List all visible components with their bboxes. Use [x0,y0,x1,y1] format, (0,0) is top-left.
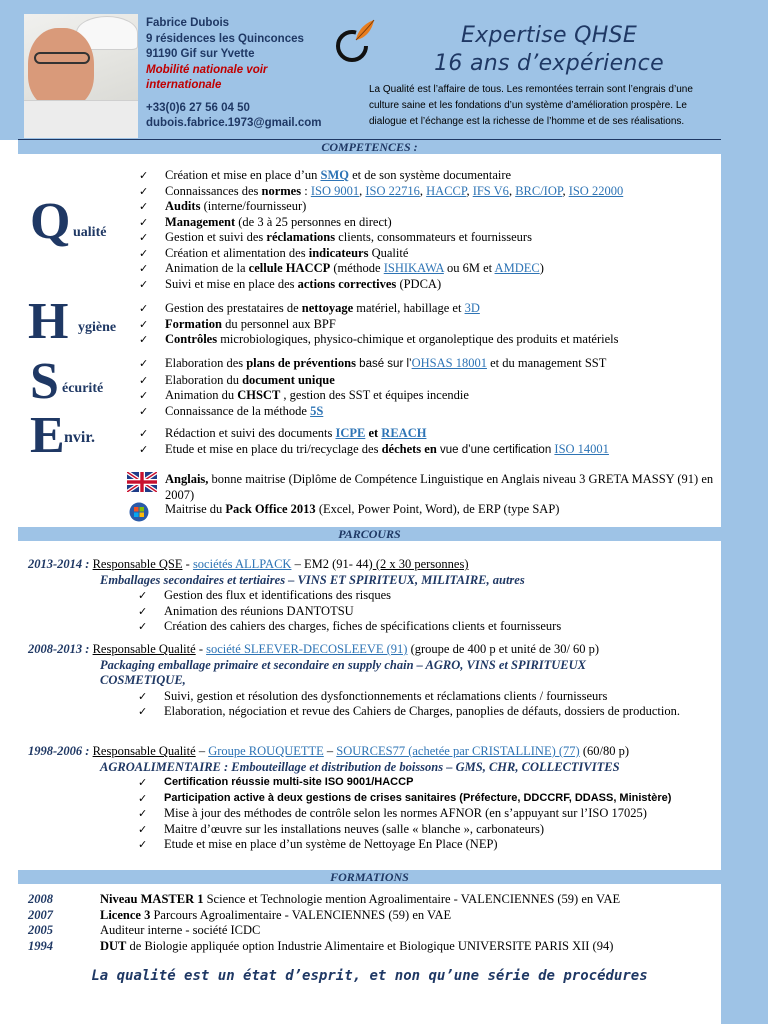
letter-h-big: H [28,293,69,350]
link-reach[interactable]: REACH [381,426,427,440]
link-ifs-v6[interactable]: IFS V6 [472,183,509,198]
list-item: ✓ Audits (interne/fournisseur) [139,199,721,215]
environnement-list [139,426,721,458]
section-formations: FORMATIONS [18,870,721,884]
list-item: ✓ Gestion des flux et identifications des risques [138,588,721,604]
link-amdec[interactable]: AMDEC [494,261,540,275]
headline [384,22,714,78]
securite-list [139,356,721,419]
letter-h [28,293,117,350]
link-allpack[interactable]: sociétés ALLPACK [192,557,292,571]
side-strip [721,140,768,1024]
list-item: ✓ Suivi, gestion et résolution des dysfonctionnements et réclamations clients / fournisseurs [138,689,721,705]
contact-name: Fabrice Dubois [146,17,230,29]
link-5s[interactable]: 5S [310,403,324,418]
list-item: ✓ Participation active à deux gestions de crises sanitaires (Préfecture, DDCCRF, DDASS, Ministère) [138,791,721,807]
link-iso-22000[interactable]: ISO 22000 [568,183,624,198]
link-ishikawa[interactable]: ISHIKAWA [383,261,444,275]
contact-block [146,16,321,132]
link-sleever[interactable]: société SLEEVER-DECOSLEEVE (91) [206,642,408,656]
closing-quote: La qualité est un état d’esprit, et non qu’une série de procédures [91,968,648,984]
photo-coat [24,100,138,138]
contact-address-line2: 91190 Gif sur Yvette [146,48,255,60]
link-smq[interactable]: SMQ [320,168,349,182]
list-item: ✓ Gestion des prestataires de nettoyage matériel, habillage et 3D [139,301,721,317]
contact-address-line1: 9 résidences les Quinconces [146,32,304,45]
list-item: ✓ Animation de la cellule HACCP (méthode ISHIKAWA ou 6M et AMDEC) [139,261,721,277]
link-iso-9001[interactable]: ISO 9001 [310,183,360,198]
link-3d[interactable]: 3D [464,301,480,315]
list-item: ✓ Animation du CHSCT , gestion des SST et équipes incendie [139,388,721,404]
uk-flag-icon [127,472,157,492]
list-item: ✓ Formation du personnel aux BPF [139,317,721,333]
link-icpe[interactable]: ICPE [335,426,366,440]
letter-q-rest: ualité [73,225,107,240]
list-item: ✓ Elaboration des plans de préventions basé sur l’OHSAS 18001 et du management SST [139,356,721,373]
list-item: ✓ Création et mise en place d’un SMQ et de son système documentaire [139,168,721,184]
formation-row: 2008 Niveau MASTER 1 Science et Technologie mention Agroalimentaire - VALENCIENNES (59) en VAE [28,892,621,906]
list-item: ✓ Contrôles microbiologiques, physico-chimique et organoleptique des produits et matériels [139,332,721,348]
list-item: ✓ Elaboration, négociation et revue des Cahiers de Charges, panoplies de défauts, dossiers de production. [138,704,721,720]
language-english: Anglais, bonne maitrise (Diplôme de Compétence Linguistique en Anglais niveau 3 GRETA MASSY (91) en 2007) [127,472,721,503]
job-2008-2013: 2008-2013 : Responsable Qualité - société SLEEVER-DECOSLEEVE (91) (groupe de 400 p et unité de 30/ 60 p) Packaging emballage primaire et secondaire en supply chain – AGRO, VINS et SPIRITUEUX COSMETIQUE, ✓ Suivi, gestion et résolution des dysfonctionnements et réclamations clients / fournisseurs ✓ Elaboration, négociation et revue des Cahiers de Charges, panoplies de défauts, dossiers de production. [28,642,721,720]
letter-e [30,407,95,464]
letter-s-rest: écurité [62,381,104,396]
qualite-list [139,168,721,292]
list-item: ✓ Etude et mise en place du tri/recyclage des déchets en vue d’une certification ISO 14001 [139,442,721,459]
contact-mobility-line1: Mobilité nationale voir [146,63,268,76]
link-rouquette[interactable]: Groupe ROUQUETTE [208,744,324,758]
motto-text: La Qualité est l’affaire de tous. Les remontées terrain sont l’engrais d’une culture saine et les fondations d’un système d’amélioration prospère. Le dialogue et l’échange est la richesse de l’homme et de ses réalisations. [369,84,693,127]
list-item: ✓ Mise à jour des méthodes de contrôle selon les normes AFNOR (en s’appuyant sur l’ISO 17025) [138,806,721,822]
letter-q [30,193,107,250]
link-ohsas-18001[interactable]: OHSAS 18001 [411,356,487,370]
photo-glasses [34,52,90,64]
letter-e-rest: nvir. [64,429,95,446]
contact-email[interactable]: dubois.fabrice.1973@gmail.com [146,117,322,129]
list-item: ✓ Maitre d’œuvre sur les installations neuves (salle « blanche », carbonateurs) [138,822,721,838]
link-iso-14001[interactable]: ISO 14001 [554,441,609,456]
photo-face [28,28,94,108]
list-item: ✓ Rédaction et suivi des documents ICPE et REACH [139,426,721,442]
formation-row: 2007 Licence 3 Parcours Agroalimentaire - VALENCIENNES (59) en VAE [28,907,452,922]
contact-mobility-line2: internationale [146,79,222,91]
link-iso-22716[interactable]: ISO 22716 [365,183,420,198]
link-sources77[interactable]: SOURCES77 (achetée par CRISTALLINE) (77) [336,744,580,758]
job-1998-2006: 1998-2006 : Responsable Qualité – Groupe ROUQUETTE – SOURCES77 (achetée par CRISTALLINE) (77) (60/80 p) AGROALIMENTAIRE : Embouteillage et distribution de boissons – GMS, CHR, COLLECTIVITES ✓ Certification réussie multi-site ISO 9001/HACCP ✓ Participation active à deux gestions de crises sanitaires (Préfecture, DDCCRF, DDASS, Ministère) ✓ Mise à jour des méthodes de contrôle selon les normes AFNOR (en s’appuyant sur l’ISO 17025) ✓ Maitre d’œuvre sur les installations neuves (salle « blanche », carbonateurs) ✓ Etude et mise en place d’un système de Nettoyage En Place (NEP) [28,744,721,853]
section-competences: COMPETENCES : [18,140,721,154]
list-item: ✓ Création des cahiers des charges, fiches de spécifications clients et fournisseurs [138,619,721,635]
section-parcours: PARCOURS [18,527,721,541]
letter-q-big: Q [30,193,71,250]
list-item: ✓ Connaissance de la méthode 5S [139,404,721,420]
list-item: ✓ Gestion et suivi des réclamations clients, consommateurs et fournisseurs [139,230,721,246]
formation-row: 1994 DUT de Biologie appliquée option Industrie Alimentaire et Biologique UNIVERSITE PARIS XII (94) [28,938,614,953]
contact-phone[interactable]: +33(0)6 27 56 04 50 [146,101,250,114]
hygiene-list [139,301,721,348]
letter-h-rest: ygiène [78,320,117,335]
list-item: ✓ Animation des réunions DANTOTSU [138,604,721,620]
list-item: ✓ Etude et mise en place d’un système de Nettoyage En Place (NEP) [138,837,721,853]
list-item: ✓ Management (de 3 à 25 personnes en direct) [139,215,721,231]
link-brc-iop[interactable]: BRC/IOP [515,183,563,198]
headline-line1: Expertise QHSE [460,23,638,48]
link-haccp[interactable]: HACCP [426,183,467,198]
headline-line2: 16 ans d’expérience [434,51,664,76]
list-item: ✓ Suivi et mise en place des actions correctives (PDCA) [139,277,721,293]
letter-s-big: S [30,353,59,410]
letter-s [30,353,104,410]
letter-e-big: E [30,407,65,464]
formation-row: 2005 Auditeur interne - société ICDC [28,923,261,937]
qhse-logo-icon [334,18,376,66]
office-skills: Maitrise du Pack Office 2013 (Excel, Power Point, Word), de ERP (type SAP) [127,502,721,518]
formations-list [28,892,721,954]
list-item: ✓ Connaissances des normes : ISO 9001, ISO 22716, HACCP, IFS V6, BRC/IOP, ISO 22000 [139,184,721,200]
job-2013-2014: 2013-2014 : Responsable QSE - sociétés ALLPACK – EM2 (91- 44) (2 x 30 personnes) Emballages secondaires et tertiaires – VINS ET SPIRITEUX, MILITAIRE, autres ✓ Gestion des flux et identifications des risques ✓ Animation des réunions DANTOTSU ✓ Création des cahiers des charges, fiches de spécifications clients et fournisseurs [28,557,721,635]
list-item: ✓ Création et alimentation des indicateurs Qualité [139,246,721,262]
windows-logo-icon [127,502,157,522]
profile-photo [24,14,138,138]
list-item: ✓ Certification réussie multi-site ISO 9001/HACCP [138,775,721,791]
list-item: ✓ Elaboration du document unique [139,373,721,389]
